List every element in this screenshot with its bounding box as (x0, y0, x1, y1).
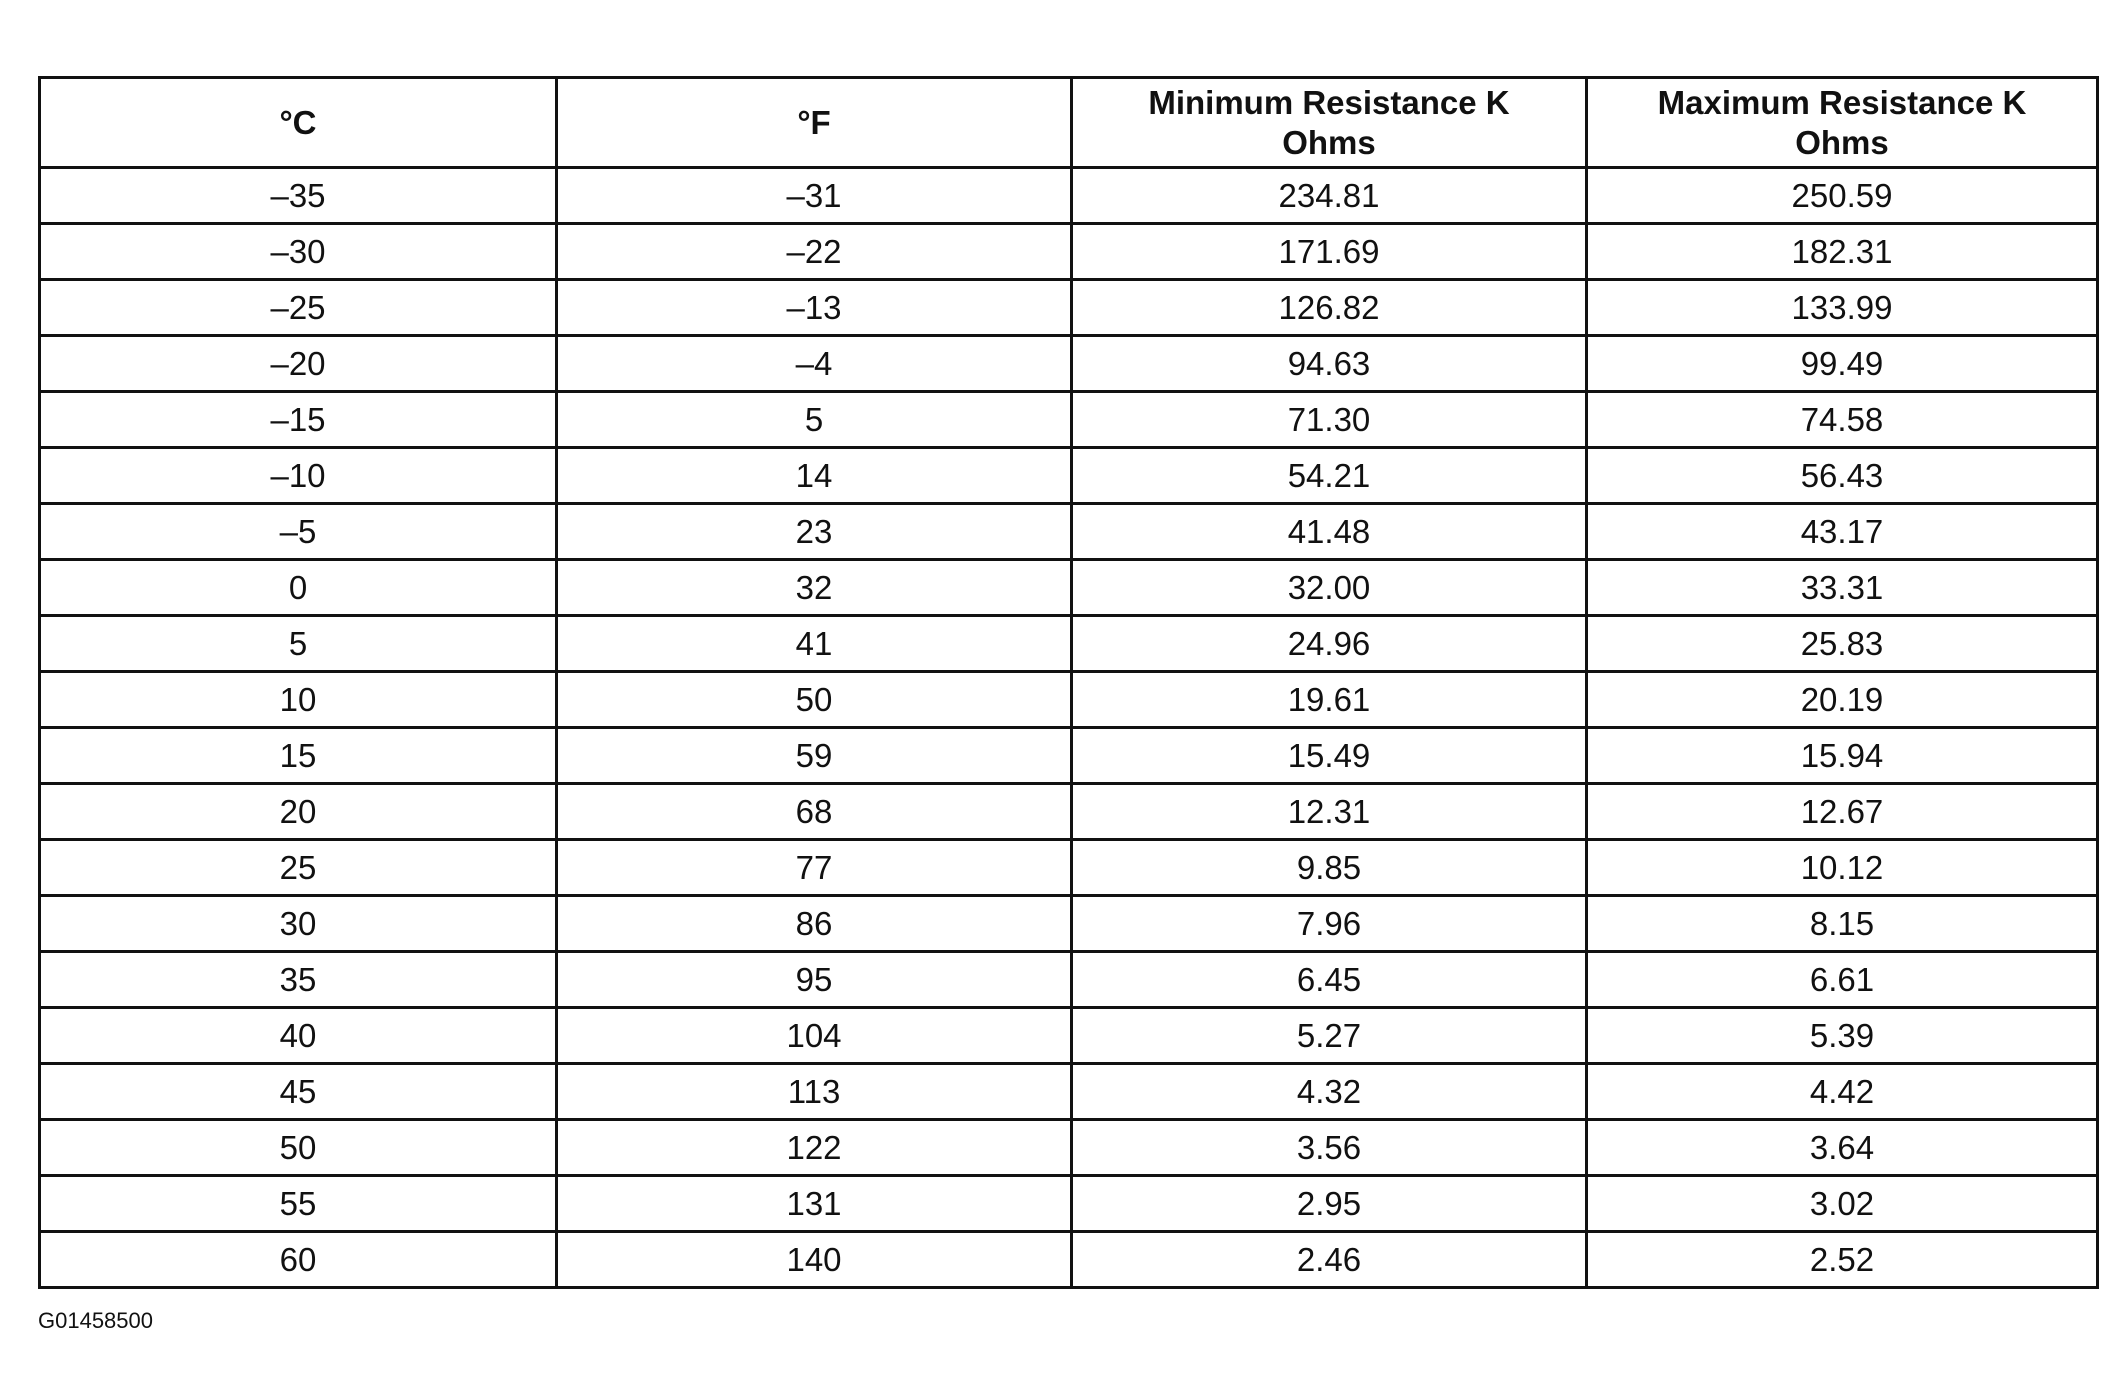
table-row (40, 560, 2098, 616)
header-fahrenheit-label: °F (797, 103, 831, 141)
cell-min-resistance: 19.61 (1072, 672, 1587, 728)
header-min-resistance-line2: Ohms (1282, 123, 1376, 161)
cell-min-resistance: 71.30 (1072, 392, 1587, 448)
cell-celsius: 25 (40, 840, 557, 896)
cell-max-resistance: 10.12 (1587, 840, 2098, 896)
table-row (40, 616, 2098, 672)
table-row (40, 280, 2098, 336)
cell-celsius: –15 (40, 392, 557, 448)
cell-fahrenheit: –13 (557, 280, 1072, 336)
table-row (40, 392, 2098, 448)
cell-celsius: –20 (40, 336, 557, 392)
table-row (40, 448, 2098, 504)
header-max-resistance-line1: Maximum Resistance K (1657, 83, 2027, 121)
header-min-resistance-line1: Minimum Resistance K (1148, 83, 1510, 121)
table-row (40, 1008, 2098, 1064)
cell-celsius: –5 (40, 504, 557, 560)
cell-celsius: 20 (40, 784, 557, 840)
cell-celsius: –10 (40, 448, 557, 504)
cell-max-resistance: 43.17 (1587, 504, 2098, 560)
cell-max-resistance: 250.59 (1587, 168, 2098, 224)
header-min-resistance (1072, 78, 1587, 168)
header-max-resistance (1587, 78, 2098, 168)
cell-celsius: 40 (40, 1008, 557, 1064)
cell-fahrenheit: 122 (557, 1120, 1072, 1176)
header-celsius-label: °C (279, 103, 317, 141)
cell-min-resistance: 2.46 (1072, 1232, 1587, 1288)
cell-max-resistance: 2.52 (1587, 1232, 2098, 1288)
cell-fahrenheit: 95 (557, 952, 1072, 1008)
cell-fahrenheit: –4 (557, 336, 1072, 392)
cell-celsius: 0 (40, 560, 557, 616)
table-row (40, 1120, 2098, 1176)
header-max-resistance-line2: Ohms (1795, 123, 1889, 161)
cell-celsius: –35 (40, 168, 557, 224)
cell-min-resistance: 171.69 (1072, 224, 1587, 280)
cell-min-resistance: 2.95 (1072, 1176, 1587, 1232)
cell-max-resistance: 133.99 (1587, 280, 2098, 336)
table-row (40, 784, 2098, 840)
cell-fahrenheit: 50 (557, 672, 1072, 728)
table-row (40, 336, 2098, 392)
figure-code: G01458500 (38, 1308, 153, 1333)
cell-fahrenheit: 113 (557, 1064, 1072, 1120)
cell-max-resistance: 5.39 (1587, 1008, 2098, 1064)
table-row (40, 1176, 2098, 1232)
cell-min-resistance: 126.82 (1072, 280, 1587, 336)
cell-celsius: 30 (40, 896, 557, 952)
resistance-table (38, 76, 2099, 1289)
cell-fahrenheit: 14 (557, 448, 1072, 504)
cell-celsius: 45 (40, 1064, 557, 1120)
cell-max-resistance: 20.19 (1587, 672, 2098, 728)
cell-fahrenheit: 5 (557, 392, 1072, 448)
cell-celsius: 35 (40, 952, 557, 1008)
cell-fahrenheit: 77 (557, 840, 1072, 896)
cell-min-resistance: 5.27 (1072, 1008, 1587, 1064)
cell-min-resistance: 54.21 (1072, 448, 1587, 504)
table-row (40, 896, 2098, 952)
cell-min-resistance: 94.63 (1072, 336, 1587, 392)
cell-max-resistance: 74.58 (1587, 392, 2098, 448)
cell-max-resistance: 12.67 (1587, 784, 2098, 840)
table-row (40, 1064, 2098, 1120)
cell-fahrenheit: 23 (557, 504, 1072, 560)
header-celsius (40, 78, 557, 168)
cell-fahrenheit: 59 (557, 728, 1072, 784)
cell-fahrenheit: 68 (557, 784, 1072, 840)
cell-celsius: 10 (40, 672, 557, 728)
cell-celsius: –30 (40, 224, 557, 280)
cell-min-resistance: 15.49 (1072, 728, 1587, 784)
cell-max-resistance: 99.49 (1587, 336, 2098, 392)
cell-celsius: 55 (40, 1176, 557, 1232)
cell-max-resistance: 33.31 (1587, 560, 2098, 616)
cell-max-resistance: 182.31 (1587, 224, 2098, 280)
header-fahrenheit (557, 78, 1072, 168)
cell-celsius: 15 (40, 728, 557, 784)
cell-max-resistance: 25.83 (1587, 616, 2098, 672)
cell-celsius: 5 (40, 616, 557, 672)
table-row (40, 168, 2098, 224)
table-header-row (40, 78, 2098, 168)
cell-fahrenheit: 131 (557, 1176, 1072, 1232)
cell-min-resistance: 7.96 (1072, 896, 1587, 952)
cell-min-resistance: 3.56 (1072, 1120, 1587, 1176)
cell-max-resistance: 3.02 (1587, 1176, 2098, 1232)
cell-fahrenheit: –31 (557, 168, 1072, 224)
table-row (40, 504, 2098, 560)
table-row (40, 840, 2098, 896)
cell-fahrenheit: 41 (557, 616, 1072, 672)
cell-fahrenheit: 32 (557, 560, 1072, 616)
cell-min-resistance: 4.32 (1072, 1064, 1587, 1120)
cell-max-resistance: 3.64 (1587, 1120, 2098, 1176)
cell-fahrenheit: –22 (557, 224, 1072, 280)
cell-fahrenheit: 104 (557, 1008, 1072, 1064)
cell-min-resistance: 6.45 (1072, 952, 1587, 1008)
cell-celsius: –25 (40, 280, 557, 336)
table-row (40, 952, 2098, 1008)
table-row (40, 728, 2098, 784)
cell-celsius: 50 (40, 1120, 557, 1176)
cell-celsius: 60 (40, 1232, 557, 1288)
cell-fahrenheit: 86 (557, 896, 1072, 952)
cell-min-resistance: 12.31 (1072, 784, 1587, 840)
table-body (40, 168, 2098, 1288)
cell-min-resistance: 234.81 (1072, 168, 1587, 224)
cell-max-resistance: 8.15 (1587, 896, 2098, 952)
cell-min-resistance: 41.48 (1072, 504, 1587, 560)
table-row (40, 224, 2098, 280)
cell-min-resistance: 9.85 (1072, 840, 1587, 896)
cell-min-resistance: 32.00 (1072, 560, 1587, 616)
cell-max-resistance: 4.42 (1587, 1064, 2098, 1120)
cell-fahrenheit: 140 (557, 1232, 1072, 1288)
table-row (40, 1232, 2098, 1288)
cell-min-resistance: 24.96 (1072, 616, 1587, 672)
cell-max-resistance: 15.94 (1587, 728, 2098, 784)
cell-max-resistance: 6.61 (1587, 952, 2098, 1008)
table-row (40, 672, 2098, 728)
cell-max-resistance: 56.43 (1587, 448, 2098, 504)
